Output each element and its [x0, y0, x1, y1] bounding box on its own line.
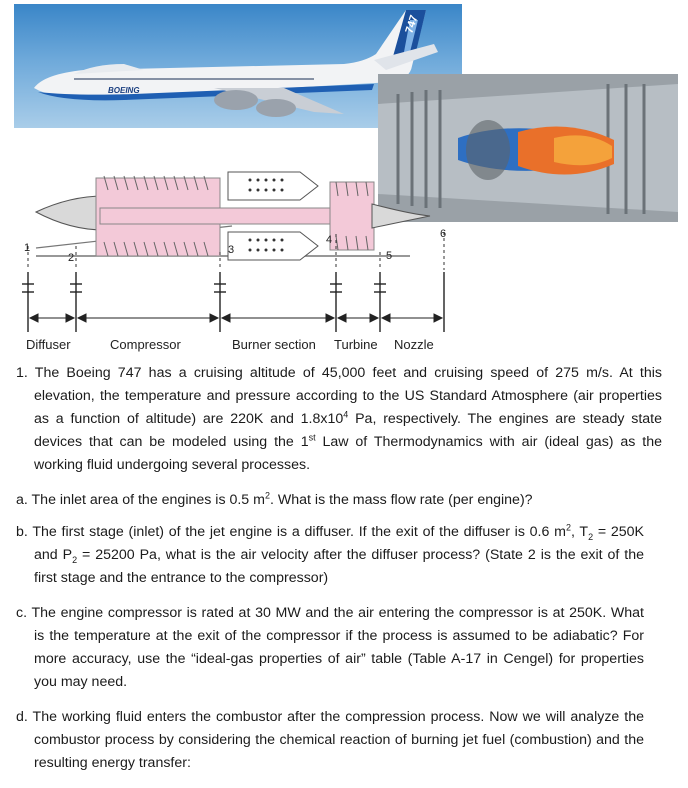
exhaust-cone: [372, 204, 430, 228]
engine-schematic: [0, 0, 688, 360]
question-d: d. The working fluid enters the combustor after the compression process. Now we will analyze the combustor process by considering the chemical reaction of burning jet fuel (combustion) and the resulting energy transfer:: [16, 709, 644, 771]
question-c: c. The engine compressor is rated at 30 MW and the air entering the compressor is at 250K. What is the temperature at the exit of the compressor if the process is assumed to be adiabatic? For more accuracy, use the “ideal-gas properties of air” table (Table A-17 in Cengel) for properties you may need.: [16, 605, 644, 690]
station-label-1: 1: [24, 242, 31, 254]
station-label-5: 5: [386, 250, 393, 262]
section-label-compressor: Compressor: [110, 337, 181, 352]
question-b: b. The first stage (inlet) of the jet engine is a diffuser. If the exit of the diffuser is 0.6 $m^2$, $T_2 = 250K$ and $P_2 = 25200$ Pa, what is the air velocity after the diffuser process? (State 2 is the exit of the first stage and the entrance to the compressor): [16, 522, 645, 586]
station-label-6: 6: [440, 228, 447, 240]
station-label-3: 3: [228, 244, 235, 256]
burner-can-bottom: [228, 232, 318, 260]
inlet-spinner: [36, 196, 104, 230]
section-label-burner: Burner section: [232, 337, 316, 352]
section-label-nozzle: Nozzle: [394, 337, 434, 352]
section-label-diffuser: Diffuser: [26, 337, 71, 352]
station-label-2: 2: [68, 252, 75, 264]
section-label-turbine: Turbine: [334, 337, 378, 352]
airliner-livery-text: BOEING: [108, 86, 140, 95]
figure: [0, 0, 688, 360]
burner-can-top: [228, 172, 318, 200]
problem-intro: 1. The Boeing 747 has a cruising altitude of 45,000 feet and cruising speed of 275 m/s. At this elevation, the temperature and pressure according to the US Standard Atmosphere (air properties as a function of altitude) are 220K and $1.8x10^4$ Pa, respectively. The engines are steady state devices that can be modeled using the 1st Law of Thermodynamics with air (ideal gas) as the working fluid undergoing several processes.: [16, 365, 663, 473]
station-label-4: 4: [326, 234, 333, 246]
question-a: a. The inlet area of the engines is 0.5 $m^2$. What is the mass flow rate (per engine)?: [16, 490, 533, 508]
tail-marking-text: 747: [403, 13, 421, 35]
